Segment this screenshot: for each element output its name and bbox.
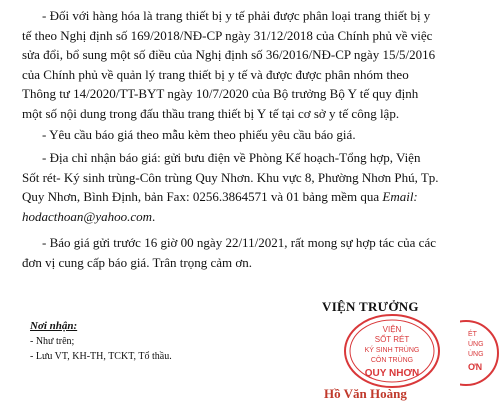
- text-line: sửa đổi, bổ sung một số điều của Nghị định số 36/2016/NĐ-CP ngày 15/5/2016: [22, 47, 436, 62]
- email-address[interactable]: hodacthoan@yahoo.com: [22, 208, 153, 224]
- text-line: - Đối với hàng hóa là trang thiết bị y tế phải được phân loại trang thiết bị y: [42, 8, 431, 23]
- stamp-line: ÉT: [468, 331, 477, 338]
- text-line: Thông tư 14/2020/TT-BYT ngày 10/7/2020 của Bộ trưởng Bộ Y tế quy định: [22, 86, 419, 101]
- paragraph-device-classification: [22, 6, 482, 123]
- text-line: của Chính phủ về quản lý trang thiết bị y tế và được được phân nhóm theo: [22, 66, 409, 82]
- signer-name: Hồ Văn Hoàng: [324, 386, 407, 401]
- stamp-line: KÝ SINH TRÙNG: [364, 347, 420, 354]
- partial-stamp: [460, 318, 500, 388]
- signature-title: VIỆN TRƯỞNG: [322, 299, 419, 314]
- recipients-heading: Nơi nhận:: [30, 320, 78, 332]
- recipients-block: [30, 319, 172, 364]
- stamp-line: SỐT RÉT: [374, 335, 410, 344]
- text-line: tế theo Nghị định số 169/2018/NĐ-CP ngày 31/12/2018 của Chính phủ về việc: [22, 27, 433, 43]
- recipient-item: - Như trên;: [30, 336, 75, 347]
- text-line: - Yêu cầu báo giá theo mẫu kèm theo phiếu yêu cầu báo giá.: [42, 127, 356, 142]
- stamp-line: ÙNG: [468, 341, 484, 348]
- stamp-line: ÙNG: [468, 351, 484, 358]
- text-line: - Địa chỉ nhận báo giá: gửi bưu điện về Phòng Kế hoạch-Tổng hợp, Viện: [42, 150, 421, 165]
- stamp-bottom: QUY NHƠN: [364, 368, 420, 379]
- email-label: Email:: [382, 189, 418, 204]
- paragraph-address: [22, 148, 482, 226]
- stamp-line: ƠN: [468, 362, 483, 372]
- text-line: Quy Nhơn, Bình Định, bản Fax: 0256.3864571 và 01 bảng mềm qua Email:: [22, 189, 418, 204]
- text-line: đơn vị cung cấp báo giá. Trân trọng cảm ơn.: [22, 254, 253, 270]
- paragraph-deadline: [22, 233, 482, 272]
- text-line: Sốt rét- Ký sinh trùng-Côn trùng Quy Nhơn. Khu vực 8, Phường Nhơn Phú, Tp.: [22, 169, 439, 185]
- text-line: hodacthoan@yahoo.com.: [22, 208, 156, 224]
- stamp-line: CÔN TRÙNG: [370, 357, 414, 364]
- text-line: một số nội dung trong đấu thầu trang thiết bị Y tế tại cơ sở y tế công lập.: [22, 105, 400, 121]
- paragraph-quote-request: [22, 125, 482, 145]
- text-line: - Báo giá gửi trước 16 giờ 00 ngày 22/11/2021, rất mong sự hợp tác của các: [42, 235, 436, 250]
- recipient-item: - Lưu VT, KH-TH, TCKT, Tổ thầu.: [30, 351, 172, 362]
- stamp-line: VIỆN: [382, 325, 402, 334]
- official-stamp: [342, 312, 442, 390]
